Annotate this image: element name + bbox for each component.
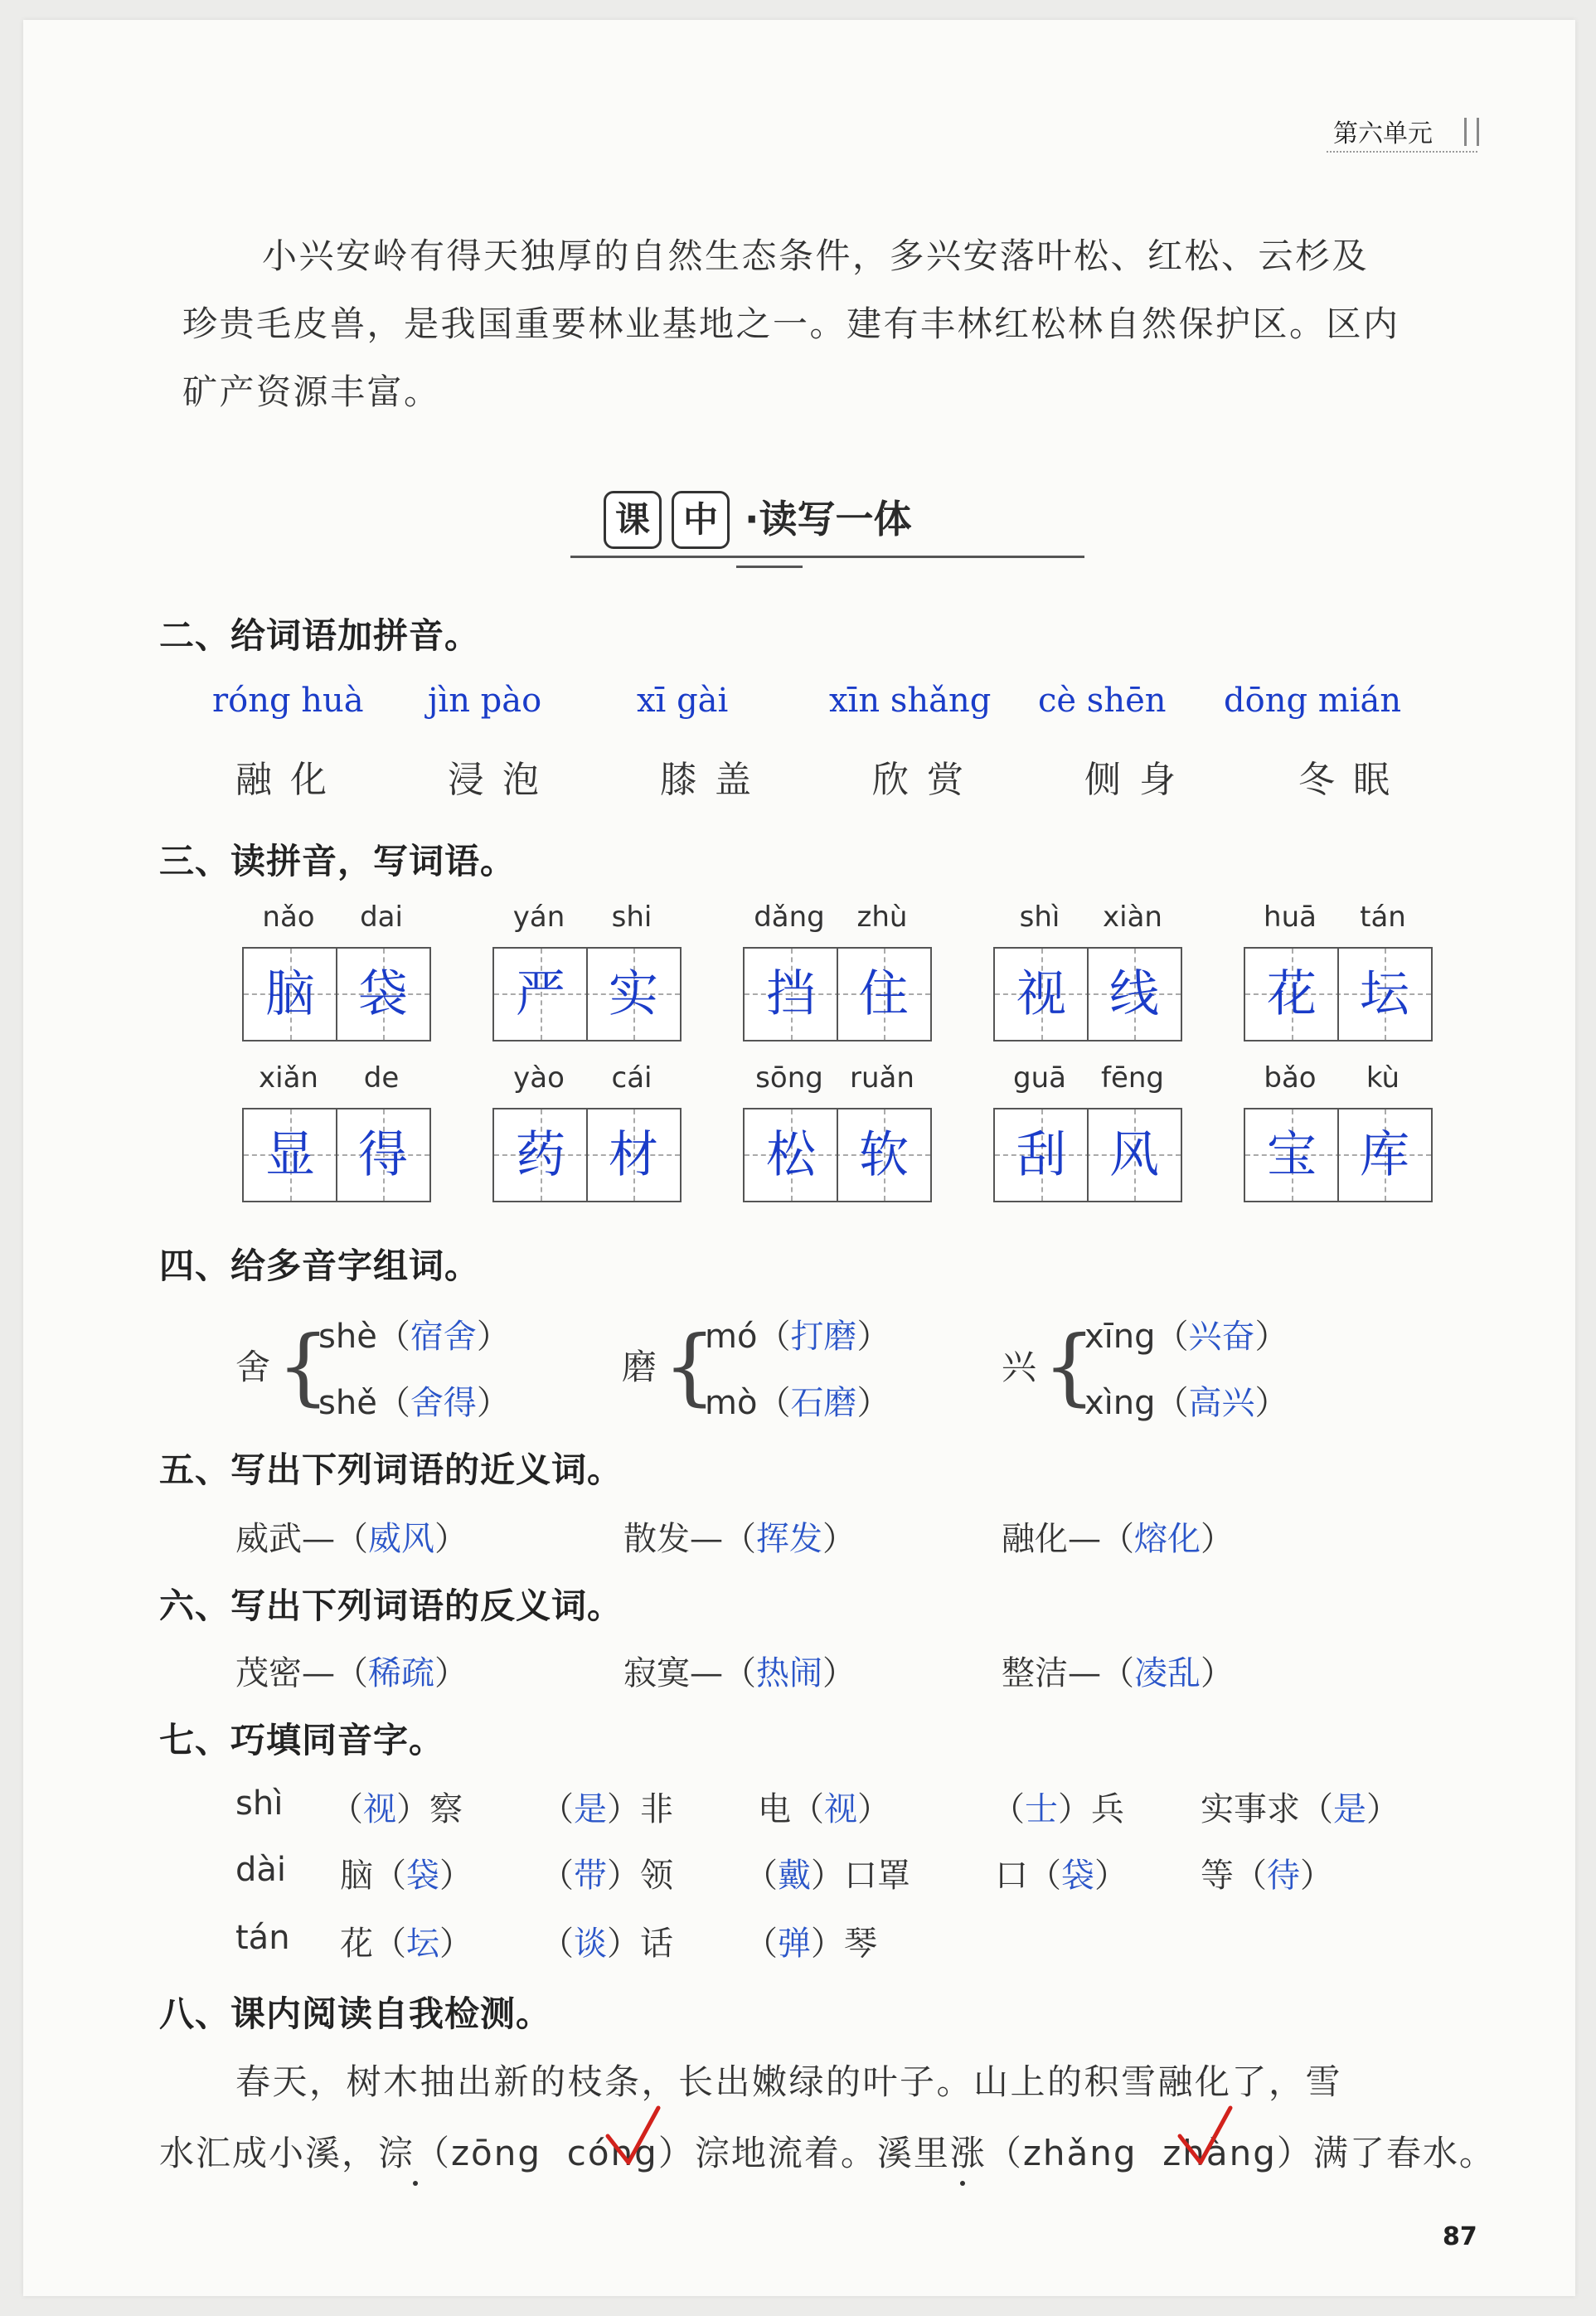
intro-paragraph [182,222,1467,426]
q2-pinyin-6: dōng mián [1224,682,1402,720]
q4-group-3: 兴 { xīng（兴奋） xìng（高兴） [1002,1318,1288,1422]
q3-grid-8-box [743,1108,932,1202]
unit-underline [1327,151,1477,153]
page-number: 87 [1443,2222,1477,2251]
q3-grid-8-char2: 软 [859,1126,909,1184]
q8-line-2: 水汇成小溪，淙（zōng cóng）淙地流着。溪里涨（zhǎng zhàng）满了春水。 [159,2133,1496,2173]
q3-grid-10-char1: 宝 [1267,1126,1317,1184]
q5-heading: 五、写出下列词语的近义词。 [159,1449,623,1490]
q8-option-1a[interactable]: zōng [451,2133,542,2173]
q4-group-1-b-py: shě [318,1384,377,1422]
checkmark-icon-1 [604,2103,662,2169]
q6-item-1: 茂密—（稀疏） [235,1654,468,1692]
q3-grid-1-char1: 脑 [265,965,315,1023]
section-title-box-1: 课 [604,491,662,549]
q3-heading: 三、读拼音，写词语。 [159,841,517,881]
q6-heading: 六、写出下列词语的反义词。 [159,1585,623,1626]
intro-line-2: 珍贵毛皮兽，是我国重要林业基地之一。建有丰林红松林自然保护区。区内 [182,303,1400,344]
q3-grid-2-py2: shi [611,901,652,934]
q7-row-1-item-1: （视）察 [330,1790,463,1828]
q7-row-3-item-3: （弹）琴 [745,1925,877,1963]
q7-row-2-item-5: 等（待） [1201,1857,1333,1895]
q5-item-3: 融化—（熔化） [1002,1520,1234,1558]
q8-line-1: 春天，树木抽出新的枝条，长出嫩绿的叶子。山上的积雪融化了，雪 [235,2061,1343,2102]
q7-row-1-item-2: （是）非 [541,1790,673,1828]
q7-row-2-item-2: （带）领 [541,1857,673,1895]
section-title-underline-2 [736,566,803,568]
q6-item-1-ans: 稀疏 [368,1654,434,1692]
q7-row-2-item-3: （戴）口罩 [745,1857,910,1895]
q3-grid-2-box [492,947,682,1041]
q3-grid-10-box [1244,1108,1433,1202]
q7-row-3-py: tán [235,1919,290,1957]
q4-group-2-b-py: mò [705,1384,758,1422]
q4-group-2-b-ans: 石磨 [790,1384,857,1422]
q3-grid-6-py1: xiǎn [259,1061,318,1095]
q3-grid-1-py1: nǎo [262,901,315,934]
q3-grid-6-char2: 得 [358,1126,408,1184]
q2-pinyin-1: róng huà [212,682,364,720]
q2-word-3: 膝盖 [660,759,769,801]
section-title-underline [570,556,1084,558]
q3-grid-3-char1: 挡 [766,965,816,1023]
q3-grid-9-box [993,1108,1182,1202]
q8-option-1b[interactable]: cóng [566,2133,658,2173]
q3-grid-3-py2: zhù [856,901,908,934]
q3-grid-5-char1: 花 [1267,965,1317,1023]
unit-bars-decoration [1464,118,1479,146]
q3-grid-4-char2: 线 [1109,965,1159,1023]
q2-word-6: 冬眠 [1298,759,1408,801]
q4-group-2-a-ans: 打磨 [790,1318,857,1356]
q4-heading: 四、给多音字组词。 [159,1245,481,1286]
q2-pinyin-2: jìn pào [428,682,542,720]
emphasis-dot-2 [960,2181,965,2186]
q3-grid-8-py1: sōng [755,1061,823,1095]
q6-item-3-ans: 凌乱 [1134,1654,1201,1692]
section-title [604,491,1084,566]
q3-grid-9-py1: guā [1013,1061,1066,1095]
q3-grid-5-py2: tán [1360,901,1406,934]
q3-grid-5-char2: 坛 [1360,965,1409,1023]
q3-grid-1-box [242,947,431,1041]
q3-grid-7-py2: cái [611,1061,652,1095]
q3-grid-10-py2: kù [1366,1061,1400,1095]
q7-row-2-item-1: 脑（袋） [340,1857,473,1895]
q3-grid-7-box [492,1108,682,1202]
section-title-box-2: 中 [672,491,730,549]
q4-group-3-b-ans: 高兴 [1188,1384,1255,1422]
q7-row-1-item-3: 电（视） [758,1790,890,1828]
q7-row-1-py: shì [235,1784,284,1823]
q3-grid-3-box [743,947,932,1041]
q3-grid-8-py2: ruǎn [850,1061,914,1095]
q4-group-3-a-py: xīng [1084,1318,1156,1356]
q3-grid-3-char2: 住 [859,965,909,1023]
q8-option-2b[interactable]: zhàng [1162,2133,1277,2173]
intro-line-1: 小兴安岭有得天独厚的自然生态条件，多兴安落叶松、红松、云杉及 [262,235,1370,276]
q8-heading: 八、课内阅读自我检测。 [159,1993,552,2034]
q2-word-4: 欣赏 [872,759,982,801]
q2-pinyin-5: cè shēn [1038,682,1167,720]
q7-row-1-item-4: （士）兵 [992,1790,1124,1828]
unit-label: 第六单元 [1333,119,1433,148]
q3-grid-6-char1: 显 [265,1126,315,1184]
q3-grid-5-py1: huā [1264,901,1317,934]
intro-line-3: 矿产资源丰富。 [182,371,441,412]
q3-grid-9-char1: 刮 [1016,1126,1066,1184]
q4-group-1-b-ans: 舍得 [410,1384,477,1422]
q3-grid-10-char2: 库 [1360,1126,1409,1184]
q3-grid-9-py2: fēng [1100,1061,1165,1095]
q4-group-1-char: 舍 [235,1347,271,1387]
q3-grid-1-char2: 袋 [358,965,408,1023]
q3-grid-2-char1: 严 [516,965,565,1023]
q4-group-1-brace: { [277,1318,330,1415]
q3-grid-4-py2: xiàn [1103,901,1162,934]
q5-item-2-ans: 挥发 [756,1520,822,1558]
page [23,20,1575,2296]
q7-row-2-py: dài [235,1851,287,1889]
emphasis-dot-1 [413,2181,418,2186]
q3-grid-8-char1: 松 [766,1126,816,1184]
q4-group-2-a-py: mó [705,1318,758,1356]
q5-item-2: 散发—（挥发） [623,1520,856,1558]
q7-row-3-item-2: （谈）话 [541,1925,673,1963]
q4-group-3-b-py: xìng [1084,1384,1156,1422]
q4-group-2-char: 磨 [622,1347,657,1387]
q2-pinyin-4: xīn shǎng [829,682,992,720]
q3-grid-9-char2: 风 [1109,1126,1159,1184]
q3-grid-7-py1: yào [513,1061,565,1095]
section-title-text: ·读写一体 [745,497,912,541]
q2-pinyin-3: xī gài [637,682,729,720]
q3-grid-7-char1: 药 [516,1126,565,1184]
q3-grid-5-box [1244,947,1433,1041]
q3-grid-6-py2: de [363,1061,400,1095]
q3-grid-6-box [242,1108,431,1202]
q4-group-3-char: 兴 [1002,1347,1037,1387]
q8-option-2a[interactable]: zhǎng [1022,2133,1138,2173]
q6-item-3: 整洁—（凌乱） [1002,1654,1234,1692]
q5-item-1: 威武—（威风） [235,1520,468,1558]
q4-group-1-a-py: shè [318,1318,377,1356]
q4-group-2: 磨 { mó（打磨） mò（石磨） [622,1318,890,1422]
q7-row-1-item-5: 实事求（是） [1201,1790,1400,1828]
q3-grid-10-py1: bǎo [1264,1061,1317,1095]
q4-group-2-brace: { [663,1318,716,1415]
q7-heading: 七、巧填同音字。 [159,1720,445,1760]
q7-row-3-item-1: 花（坛） [340,1925,473,1963]
q4-group-1-a-ans: 宿舍 [410,1318,477,1356]
q5-item-3-ans: 熔化 [1134,1520,1201,1558]
q3-grid-2-py1: yán [512,901,565,934]
q3-grid-4-char1: 视 [1016,965,1066,1023]
q5-item-1-ans: 威风 [368,1520,434,1558]
q3-grid-3-py1: dǎng [754,901,825,934]
q4-group-3-a-ans: 兴奋 [1188,1318,1255,1356]
q3-grid-7-char2: 材 [609,1126,658,1184]
q2-word-1: 融化 [235,759,345,801]
q3-grid-1-py2: dai [360,901,403,934]
q3-grid-4-py1: shì [1019,901,1060,934]
q4-group-3-brace: { [1043,1318,1096,1415]
q2-word-2: 浸泡 [448,759,557,801]
checkmark-icon-2 [1176,2103,1234,2169]
q3-grid-4-box [993,947,1182,1041]
q6-item-2-ans: 热闹 [756,1654,822,1692]
q6-item-2: 寂寞—（热闹） [623,1654,856,1692]
q2-heading: 二、给词语加拼音。 [159,615,481,656]
q7-row-2-item-4: 口（袋） [995,1857,1128,1895]
q2-word-5: 侧身 [1084,759,1194,801]
q3-grid-2-char2: 实 [609,965,658,1023]
q4-group-1: 舍 { shè（宿舍） shě（舍得） [235,1318,510,1422]
